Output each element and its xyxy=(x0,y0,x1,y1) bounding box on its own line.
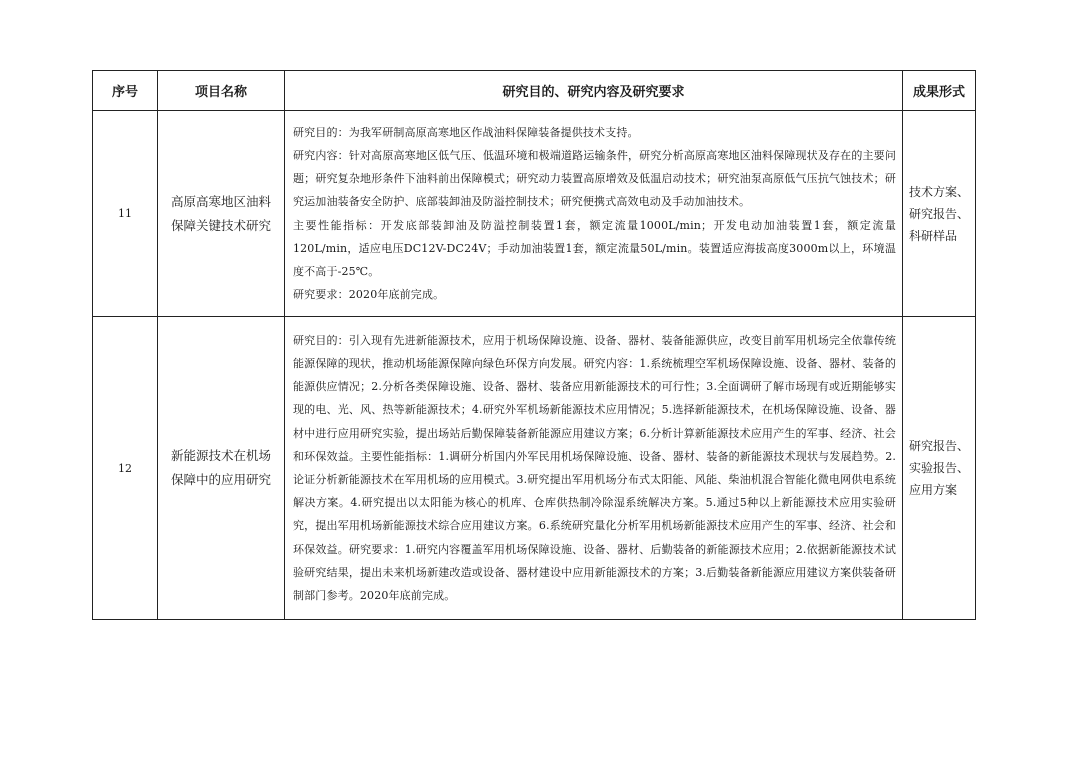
project-name-line: 保障关键技术研究 xyxy=(170,217,271,233)
header-project-name: 项目名称 xyxy=(158,71,285,111)
header-result-form: 成果形式 xyxy=(903,71,976,111)
project-name-line: 保障中的应用研究 xyxy=(170,472,271,487)
result-form-line: 实验报告、 xyxy=(909,461,970,475)
project-name-line: 高原高寒地区油料 xyxy=(170,193,271,209)
table-row xyxy=(93,111,976,317)
result-form-line: 研究报告、 xyxy=(909,439,970,453)
research-purpose: 研究目的：为我军研制高原高寒地区作战油料保障装备提供技术支持。 xyxy=(293,125,639,139)
project-name-line: 新能源技术在机场 xyxy=(170,448,271,463)
result-form xyxy=(903,317,976,620)
research-requirement: 研究要求：2020年底前完成。 xyxy=(293,288,445,302)
research-full-text: 研究目的：引入现有先进新能源技术，应用于机场保障设施、设备、器材、装备能源供应，改变目前军用机场完全依靠传统能源保障的现状，推动机场能源保障向绿色环保方向发展。研究内容：1.系统梳理空军机场保障设施、设备、器材、装备的能源供应情况；2.分析各类保障设施、设备、器材、装备应用新能源技术的可行性；3.全面调研了解市场现有或近期能够实现的电、光、风、热等新能源技术；4.研究外军机场新能源技术应用情况；5.选择新能源技术，在机场保障设施、设备、器材中进行应用研究实验，提出场站后勤保障装备新能源应用建议方案；6.分析计算新能源技术应用产生的军事、经济、社会和环保效益。主要性能指标：1.调研分析国内外军民用机场保障设施、设备、器材、装备的新能源技术现状与发展趋势。2.论证分析新能源技术在军用机场的应用模式。3.研究提出军用机场分布式太阳能、风能、柴油机混合智能化微电网供电系统解决方案。4.研究提出以太阳能为核心的机库、仓库供热制冷除湿系统解决方案。5.通过5种以上新能源技术应用实验研究，提出军用机场新能源技术综合应用建议方案。6.系统研究量化分析军用机场新能源技术应用产生的军事、经济、社会和环保效益。研究要求：1.研究内容覆盖军用机场保障设施、设备、器材、后勤装备的新能源技术应用；2.依据新能源技术试验研究结果，提出未来机场新建改造或设备、器材建设中应用新能源技术的方案；3.后勤装备新能源应用建议方案供装备研制部门参考。2020年底前完成。 xyxy=(293,333,896,603)
research-content: 研究内容：针对高原高寒地区低气压、低温环境和极端道路运输条件，研究分析高原高寒地区油料保障现状及存在的主要问题；研究复杂地形条件下油料前出保障模式；研究动力装置高原增效及低温启动技术；研究油泵高原低气压抗气蚀技术；研究运加油装备安全防护、底部装卸油及防溢控制技术；研究便携式高效电动及手动加油技术。 xyxy=(293,148,896,209)
result-form-line: 科研样品 xyxy=(909,228,958,243)
project-name xyxy=(158,317,285,620)
project-name xyxy=(158,111,285,317)
result-form-line: 应用方案 xyxy=(909,483,958,497)
row-number: 12 xyxy=(93,317,158,620)
project-table xyxy=(92,70,976,620)
table-header-row xyxy=(93,71,976,111)
result-form-line: 研究报告、 xyxy=(909,206,970,221)
result-form-line: 技术方案、 xyxy=(909,184,970,199)
row-number: 11 xyxy=(93,111,158,317)
research-detail xyxy=(285,317,903,620)
header-research-detail: 研究目的、研究内容及研究要求 xyxy=(285,71,903,111)
research-detail xyxy=(285,111,903,317)
header-number: 序号 xyxy=(93,71,158,111)
performance-indicators: 主要性能指标：开发底部装卸油及防溢控制装置1套，额定流量1000L/min；开发电动加油装置1套，额定流量120L/min，适应电压DC12V-DC24V；手动加油装置1套，额定流量50L/min。装置适应海拔高度3000m以上，环境温度不高于-25℃。 xyxy=(293,218,896,278)
table-row xyxy=(93,317,976,620)
result-form xyxy=(903,111,976,317)
